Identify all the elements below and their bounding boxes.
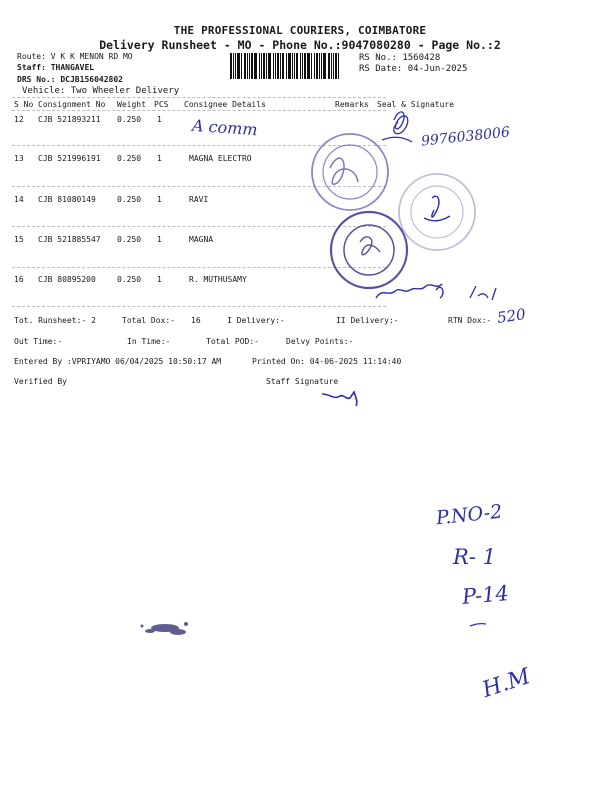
company-title: THE PROFESSIONAL COURIERS, COIMBATORE [173, 24, 427, 37]
total-dox-label: Total Dox:- [122, 316, 175, 325]
row-pcs: 1 [157, 154, 162, 163]
col-pcs: PCS [154, 100, 169, 109]
staff-label: Staff: [17, 63, 46, 72]
staff-signature-scribble [322, 392, 357, 406]
delvy-points: Delvy Points:- [286, 337, 354, 346]
handwritten-consignee: A comm [191, 115, 259, 140]
row-pcs: 1 [157, 235, 162, 244]
row-pcs: 1 [157, 195, 162, 204]
verified-by: Verified By [14, 377, 67, 386]
row-consignee: RAVI [189, 195, 209, 204]
signature-scribble [330, 158, 358, 184]
staff-signature-label: Staff Signature [266, 377, 339, 386]
rs-no: RS No.: 1560428 [359, 53, 441, 63]
row-sno: 14 [14, 195, 24, 204]
drs-value: DCJB156042802 [60, 75, 123, 84]
signature-scribble [424, 196, 450, 221]
out-time: Out Time:- [14, 337, 63, 346]
row-sno: 16 [14, 275, 24, 284]
ink-smudge [141, 622, 189, 635]
signature-scribble [360, 237, 380, 255]
total-pod: Total POD:- [206, 337, 259, 346]
row-pcs: 1 [157, 275, 162, 284]
staff-value: THANGAVEL [50, 63, 95, 72]
col-remarks: Remarks [335, 100, 369, 109]
handwritten-note: P-14 [461, 581, 510, 609]
row-consignment: CJB 521893211 [38, 115, 101, 124]
stamp-seal [411, 186, 463, 238]
handwritten-note: P.NO-2 [435, 500, 504, 530]
drs-label: DRS No.: [17, 75, 56, 84]
row-weight: 0.250 [117, 154, 142, 163]
stamp-seal [399, 174, 475, 250]
handwritten-initials: H.M [479, 664, 534, 703]
rs-date: RS Date: 04-Jun-2025 [359, 64, 468, 74]
handwritten-phone: 9976038006 [420, 124, 511, 150]
row-pcs: 1 [157, 115, 162, 124]
row-sno: 12 [14, 115, 24, 124]
row-consignee: MAGNA [189, 235, 214, 244]
row-sno: 13 [14, 154, 24, 163]
col-seal: Seal & Signature [377, 100, 455, 109]
rtn-dox: RTN Dox:- [448, 316, 492, 325]
handwritten-rtn: 520 [495, 305, 527, 327]
col-consignment: Consignment No [38, 100, 106, 109]
route-text: Route: V K K MENON RD MO [17, 52, 133, 61]
row-consignment: CJB 81080149 [38, 195, 96, 204]
row-consignee: MAGNA ELECTRO [189, 154, 252, 163]
row-weight: 0.250 [117, 195, 142, 204]
row-consignment: CJB 521885547 [38, 235, 101, 244]
signature-scribble [382, 112, 412, 142]
stamp-seal [323, 145, 377, 199]
signature-scribble [376, 284, 443, 298]
total-dox-value: 16 [191, 316, 201, 325]
col-sno: S No [14, 100, 34, 109]
row-sno: 15 [14, 235, 24, 244]
i-delivery: I Delivery:- [227, 316, 285, 325]
row-weight: 0.250 [117, 275, 142, 284]
vehicle-text: Vehicle: Two Wheeler Delivery [22, 86, 180, 96]
runsheet-subtitle: Delivery Runsheet - MO - Phone No.:9047080280 - Page No.:2 [99, 38, 501, 52]
row-consignment: CJB 80895200 [38, 275, 96, 284]
printed-on: Printed On: 04-06-2025 11:14:40 [252, 357, 402, 366]
col-consignee: Consignee Details [184, 100, 266, 109]
row-consignment: CJB 521996191 [38, 154, 101, 163]
ink-mark [470, 624, 486, 626]
ii-delivery: II Delivery:- [336, 316, 399, 325]
total-runsheet: Tot. Runsheet:- 2 [14, 316, 96, 325]
in-time: In Time:- [127, 337, 171, 346]
entered-by: Entered By :VPRIYAMO 06/04/2025 10:50:17 AM [14, 357, 222, 366]
row-weight: 0.250 [117, 235, 142, 244]
row-weight: 0.250 [117, 115, 142, 124]
handwritten-note: R- 1 [453, 545, 496, 569]
row-consignee: R. MUTHUSAMY [189, 275, 247, 284]
col-weight: Weight [117, 100, 146, 109]
signature-scribble [470, 286, 496, 300]
